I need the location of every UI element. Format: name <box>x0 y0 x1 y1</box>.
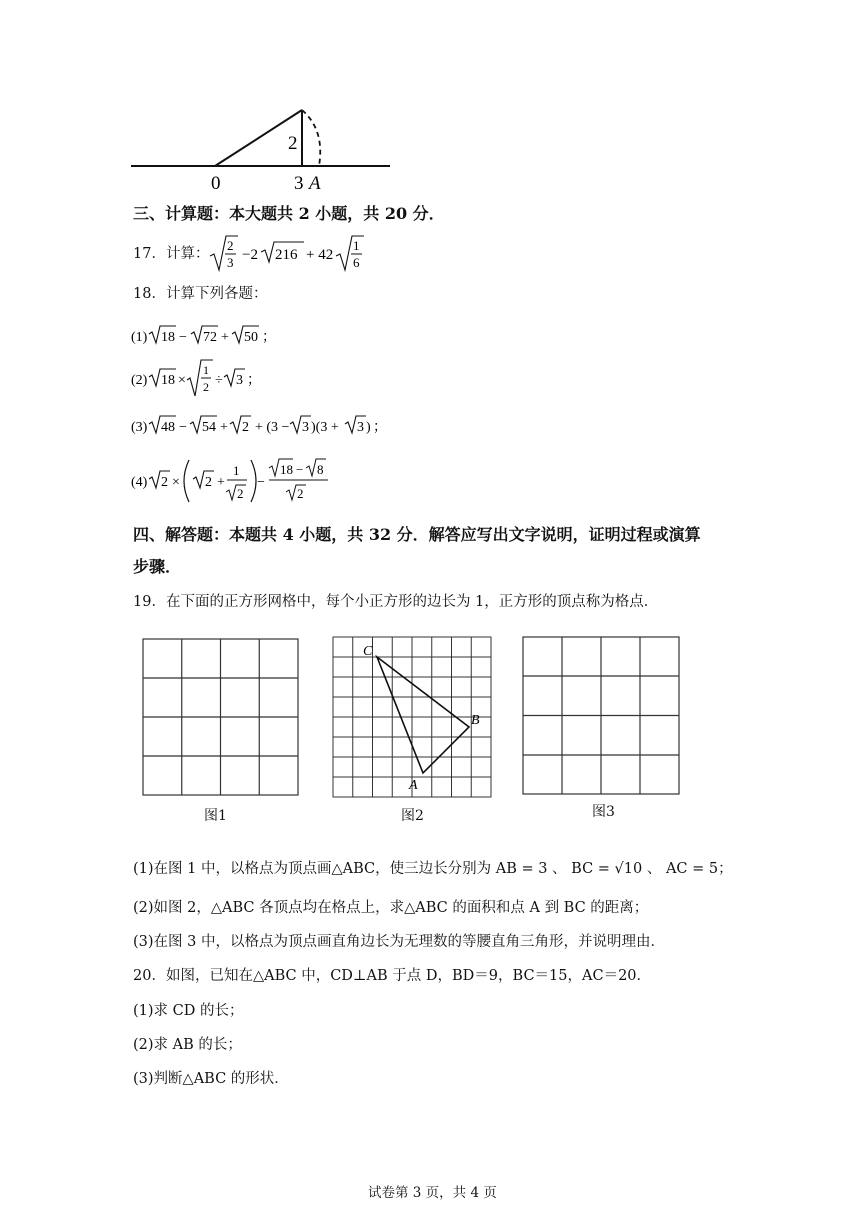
svg-text:−: − <box>179 330 187 345</box>
svg-text:3: 3 <box>227 255 234 270</box>
svg-text:×: × <box>178 373 186 388</box>
figure-3-grid <box>522 636 682 796</box>
q17-prefix: 17．计算： <box>133 246 210 262</box>
svg-text:2: 2 <box>237 486 244 501</box>
svg-text:50: 50 <box>244 330 258 345</box>
svg-text:2: 2 <box>242 420 249 435</box>
svg-text:8: 8 <box>317 462 324 477</box>
svg-text:72: 72 <box>203 330 217 345</box>
section4-title-line1: 四、解答题：本题共 4 小题，共 32 分．解答应写出文字说明，证明过程或演算 <box>133 525 701 544</box>
svg-text:；: ； <box>262 329 276 345</box>
figure-1-caption: 图1 <box>204 808 227 824</box>
q18-item-2 <box>131 358 291 404</box>
svg-text:(3): (3) <box>131 420 148 435</box>
q20-item-2: (2)求 AB 的长； <box>133 1037 242 1053</box>
figure-1-grid <box>142 638 300 798</box>
svg-text:3: 3 <box>302 420 309 435</box>
svg-text:2: 2 <box>227 238 234 253</box>
svg-text:+: + <box>220 420 228 435</box>
svg-text:÷: ÷ <box>215 373 223 388</box>
triangle-abc <box>377 657 469 773</box>
svg-text:2: 2 <box>203 380 209 394</box>
svg-text:1: 1 <box>353 238 360 253</box>
svg-text:+ 42: + 42 <box>306 247 334 263</box>
svg-text:(4): (4) <box>131 475 148 490</box>
q19-item-1: (1)在图 1 中，以格点为顶点画△ABC，使三边长分别为 AB = 3 、 BC = √10 、 AC = 5； <box>133 861 733 877</box>
svg-text:−: − <box>257 475 265 490</box>
point-label-C: C <box>363 644 373 659</box>
svg-text:)(3 +: )(3 + <box>311 420 339 435</box>
svg-text:−2: −2 <box>242 247 258 263</box>
q18-item-3 <box>131 412 391 442</box>
point-label-A: A <box>409 778 418 793</box>
svg-text:3: 3 <box>236 373 243 388</box>
q18-item-4 <box>131 456 341 510</box>
q20-stem: 20．如图，已知在△ABC 中，CD⊥AB 于点 D，BD＝9，BC＝15，AC＝20． <box>133 968 652 984</box>
svg-text:2: 2 <box>297 486 304 501</box>
point-label-B: B <box>471 713 480 728</box>
numberline-label-A: A <box>309 173 321 194</box>
svg-text:6: 6 <box>353 255 360 270</box>
svg-text:+: + <box>217 475 225 490</box>
svg-text:54: 54 <box>202 420 216 435</box>
q17-expression <box>206 234 416 274</box>
svg-text:+ (3 −: + (3 − <box>255 420 290 435</box>
svg-text:2: 2 <box>161 475 168 490</box>
section3-title: 三、计算题：本大题共 2 小题，共 20 分． <box>133 204 445 223</box>
svg-text:18: 18 <box>280 462 293 477</box>
svg-text:×: × <box>172 475 180 490</box>
figure-2-grid <box>332 636 494 800</box>
q20-item-1: (1)求 CD 的长； <box>133 1003 244 1019</box>
svg-text:216: 216 <box>275 247 298 263</box>
svg-text:(1): (1) <box>131 330 148 345</box>
svg-text:；: ； <box>247 372 261 388</box>
svg-text:3: 3 <box>357 420 364 435</box>
svg-text:(2): (2) <box>131 373 148 388</box>
numberline-label-3: 3 <box>294 173 304 194</box>
q19-item-2: (2)如图 2，△ABC 各顶点均在格点上，求△ABC 的面积和点 A 到 BC 的距离； <box>133 900 649 916</box>
q20-item-3: (3)判断△ABC 的形状． <box>133 1071 289 1087</box>
svg-text:；: ； <box>373 419 387 435</box>
figure-3-caption: 图3 <box>592 804 615 820</box>
svg-text:−: − <box>179 420 187 435</box>
page-footer: 试卷第 3 页，共 4 页 <box>368 1185 497 1201</box>
svg-text:1: 1 <box>233 463 240 478</box>
section4-title-line2: 步骤． <box>133 557 182 576</box>
q18-item-1 <box>131 322 291 352</box>
figure-2-caption: 图2 <box>401 808 424 824</box>
svg-text:18: 18 <box>161 373 175 388</box>
numberline-label-0: 0 <box>211 173 221 194</box>
numberline-label-2: 2 <box>288 133 298 154</box>
svg-text:48: 48 <box>161 420 175 435</box>
svg-text:−: − <box>296 462 304 477</box>
q19-stem: 19．在下面的正方形网格中，每个小正方形的边长为 1，正方形的顶点称为格点． <box>133 594 659 610</box>
q18-stem: 18．计算下列各题： <box>133 286 268 302</box>
numberline-figure <box>125 100 400 195</box>
svg-text:+: + <box>221 330 229 345</box>
svg-text:): ) <box>366 420 371 435</box>
svg-text:2: 2 <box>205 475 212 490</box>
svg-text:1: 1 <box>203 363 209 377</box>
svg-text:18: 18 <box>161 330 175 345</box>
q19-item-3: (3)在图 3 中，以格点为顶点画直角边长为无理数的等腰直角三角形，并说明理由． <box>133 934 665 950</box>
